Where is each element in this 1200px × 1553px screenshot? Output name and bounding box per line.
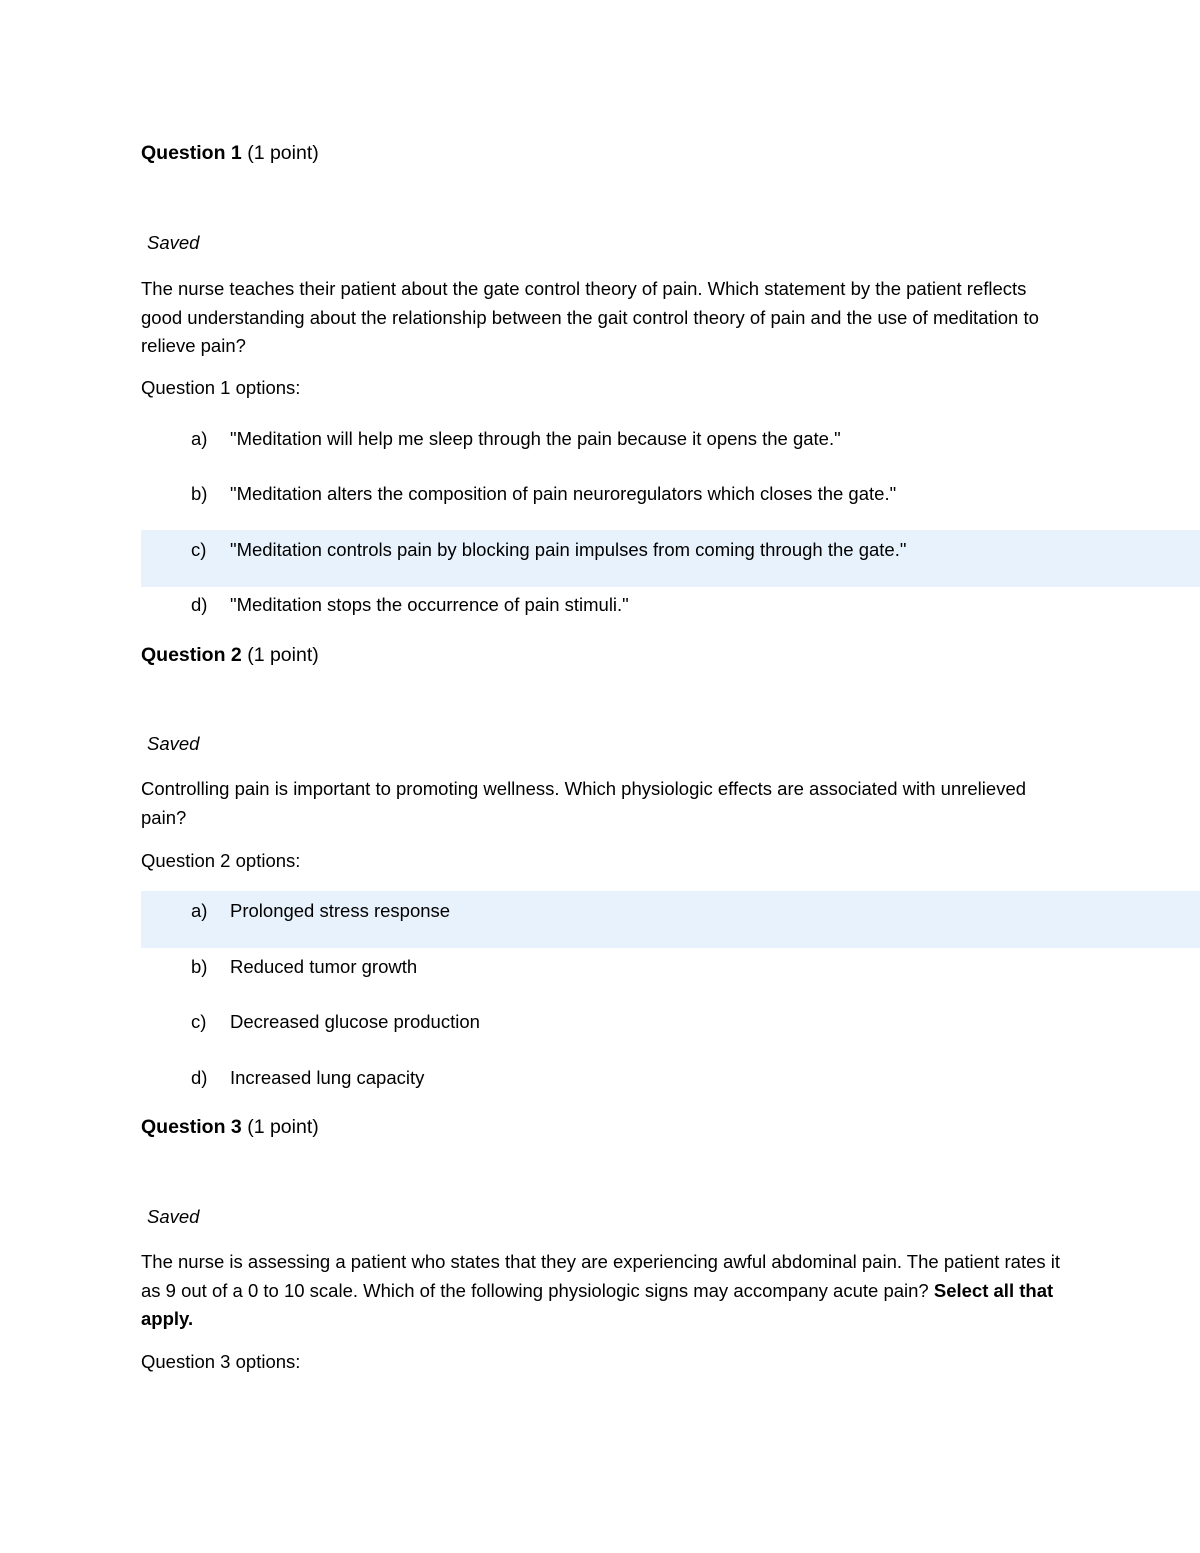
q2-option-a-text[interactable]: Prolonged stress response: [230, 900, 451, 921]
question-3-heading: [141, 1116, 319, 1139]
q1-option-d-letter[interactable]: d): [191, 594, 208, 615]
question-2-saved-status: Saved: [147, 733, 200, 754]
q2-option-b-text[interactable]: Reduced tumor growth: [230, 956, 418, 977]
q2-option-a-letter[interactable]: a): [191, 900, 208, 921]
q2-option-d-text[interactable]: Increased lung capacity: [230, 1067, 425, 1088]
q2-option-d-letter[interactable]: d): [191, 1067, 208, 1088]
question-1-points: (1 point): [247, 142, 319, 164]
q2-option-c-letter[interactable]: c): [191, 1011, 207, 1032]
q1-option-d-text[interactable]: "Meditation stops the occurrence of pain stimuli.": [230, 594, 629, 615]
q1-option-a-letter[interactable]: a): [191, 428, 208, 449]
question-1-stem: The nurse teaches their patient about the gate control theory of pain. Which statement by the patient reflects good understanding about the relationship between the gait control theory of pain and the use of meditation to relieve pain?: [141, 278, 1039, 356]
q1-option-c-text[interactable]: "Meditation controls pain by blocking pain impulses from coming through the gate.": [230, 539, 907, 560]
question-3-options-label: Question 3 options:: [141, 1351, 301, 1372]
question-1-heading: [141, 142, 319, 165]
q2-option-b-letter[interactable]: b): [191, 956, 208, 977]
question-3-stem-text: The nurse is assessing a patient who states that they are experiencing awful abdominal pain. The patient rates it as 9 out of a 0 to 10 scale. Which of the following physiologic signs may accompany acute pain?: [141, 1251, 1061, 1301]
question-2-heading: [141, 644, 319, 667]
q1-option-c-letter[interactable]: c): [191, 539, 207, 560]
question-1-saved-status: Saved: [147, 232, 200, 253]
question-3-saved-status: Saved: [147, 1206, 200, 1227]
question-3-points: (1 point): [247, 1116, 319, 1138]
q1-option-b-text[interactable]: "Meditation alters the composition of pain neuroregulators which closes the gate.": [230, 483, 897, 504]
question-1-options-label: Question 1 options:: [141, 377, 301, 398]
question-2-options-label: Question 2 options:: [141, 850, 301, 871]
question-2-stem: Controlling pain is important to promoting wellness. Which physiologic effects are associated with unrelieved pain?: [141, 778, 1027, 828]
question-3-select-all-emphasis: Select all that apply.: [141, 1279, 1054, 1329]
question-2-title: Question 2: [141, 644, 242, 666]
question-3-stem: [141, 1248, 1071, 1334]
q1-option-a-text[interactable]: "Meditation will help me sleep through the pain because it opens the gate.": [230, 428, 841, 449]
q1-option-b-letter[interactable]: b): [191, 483, 208, 504]
question-3-title: Question 3: [141, 1116, 242, 1138]
question-2-points: (1 point): [247, 644, 319, 666]
q2-option-c-text[interactable]: Decreased glucose production: [230, 1011, 480, 1032]
question-1-title: Question 1: [141, 142, 242, 164]
